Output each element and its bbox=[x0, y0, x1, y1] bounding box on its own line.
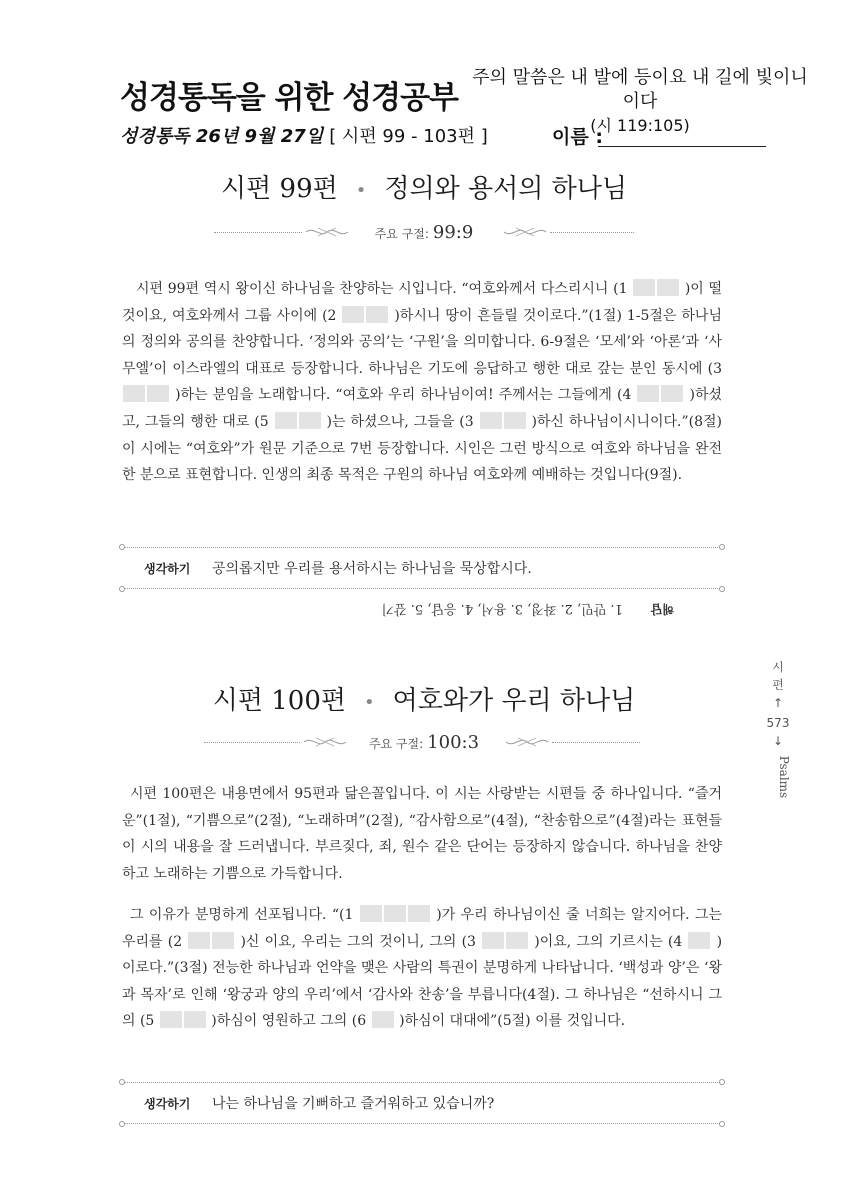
title-separator: • bbox=[364, 691, 375, 713]
section1-paragraph bbox=[122, 276, 722, 489]
answer-blank bbox=[123, 385, 145, 402]
answer-blank bbox=[372, 1011, 394, 1028]
text-run: 시편 99편 역시 왕이신 하나님을 찬양하는 시입니다. “여호와께서 다스리시니 (1 bbox=[136, 281, 628, 297]
answer-text: 1. 만민, 2. 좌정, 3. 용서, 4. 응답, 5. 갚기 bbox=[381, 601, 623, 616]
section2-reflection-box bbox=[122, 1082, 722, 1124]
answer-blank bbox=[366, 306, 388, 323]
key-rule-right bbox=[550, 232, 634, 233]
answer-blank bbox=[212, 932, 234, 949]
arrow-up-icon: ↑ bbox=[772, 696, 784, 710]
answer-blank bbox=[657, 279, 679, 296]
text-run: )신 이요, 우리는 그의 것이니, 그의 (3 bbox=[240, 933, 476, 950]
side-book-ko: 시편 bbox=[772, 660, 784, 692]
section1-key-verse bbox=[0, 220, 848, 244]
text-run: )이 떨 것이요, 여호와께서 그룹 사이에 (2 bbox=[122, 281, 723, 324]
box-corner bbox=[119, 586, 125, 592]
box-corner bbox=[719, 1121, 725, 1127]
box-corner bbox=[719, 544, 725, 550]
name-field-line bbox=[598, 146, 766, 147]
key-verse-text bbox=[0, 222, 848, 243]
answer-blank bbox=[299, 412, 321, 429]
motto-text: 주의 말씀은 내 발에 등이요 내 길에 빛이니이다 bbox=[472, 67, 808, 112]
ornament-icon bbox=[502, 224, 548, 240]
text-run: 그 이유가 분명하게 선포됩니다. “(1 bbox=[130, 907, 354, 923]
text-run: )하시니 땅이 흔들릴 것이로다.”(1절) 1-5절은 하나님의 정의와 공의를 찬양합니다. ‘정의와 공의’는 ‘구원’을 의미합니다. 6-9절은 ‘모세’와 ‘아론’과 ‘사무엘’이 이스라엘의 대표로 등장합니다. 하나님은 기도에 응답하고 행한 대로 갚는 분인 동시에 (3 bbox=[122, 307, 722, 377]
section1-title-sub: 정의와 용서의 하나님 bbox=[384, 174, 627, 204]
side-book-en bbox=[763, 755, 793, 799]
section1-reflection-box bbox=[122, 547, 722, 589]
section2-title-main: 시편 100편 bbox=[212, 686, 347, 716]
text-run: )는 하셨으나, 그들을 (3 bbox=[326, 413, 474, 430]
handwritten-date: 성경통독 26년 9월 27일 bbox=[120, 126, 324, 147]
box-corner bbox=[119, 544, 125, 550]
key-verse-label: 주요 구절: bbox=[368, 737, 424, 751]
text-run: )하심이 영원하고 그의 (6 bbox=[211, 1013, 367, 1030]
text-run: )이요, 그의 기르시는 (4 bbox=[534, 933, 683, 950]
answer-blank bbox=[633, 279, 655, 296]
key-verse-ref: 99:9 bbox=[432, 222, 474, 243]
reflection-text: 공의롭지만 우리를 용서하시는 하나님을 묵상합시다. bbox=[212, 561, 532, 577]
name-label: 이름 : bbox=[552, 126, 603, 148]
section2-title bbox=[0, 680, 848, 717]
section1-title-main: 시편 99편 bbox=[221, 174, 338, 204]
text-run: )하신 하나님이시니이다.”(8절) 이 시에는 “여호와”가 원문 기준으로 7번 등장합니다. 시인은 그런 방식으로 여호와 하나님을 완전한 분으로 표현합니다. 인생의 최종 목적은 구원의 하나님 여호와께 예배하는 것입니다(9절). bbox=[122, 413, 723, 484]
text-run: )이로다.”(3절) 전능한 하나님과 언약을 맺은 사람의 특권이 분명하게 나타납니다. ‘백성과 양’은 ‘왕과 목자’로 인해 ‘왕궁과 양의 우리’에서 ‘감사와 찬송’을 부릅니다(4절). 그 하나님은 “선하시니 그의 (5 bbox=[122, 933, 723, 1030]
ornament-icon bbox=[504, 734, 550, 750]
box-corner bbox=[719, 1079, 725, 1085]
key-verse-text bbox=[0, 732, 848, 753]
page-number: 573 bbox=[766, 716, 790, 730]
book-title: 성경통독을 위한 성경공부 bbox=[120, 80, 458, 116]
side-book-en-text: Psalms bbox=[777, 755, 792, 799]
answer-blank bbox=[275, 412, 297, 429]
answer-blank bbox=[661, 385, 683, 402]
handwritten-motto bbox=[468, 66, 812, 138]
answer-blank bbox=[482, 932, 504, 949]
answer-blank bbox=[688, 932, 710, 949]
answer-blank bbox=[480, 412, 502, 429]
box-corner bbox=[119, 1079, 125, 1085]
answer-blank bbox=[184, 1011, 206, 1028]
answer-blank bbox=[147, 385, 169, 402]
answer-blank bbox=[637, 385, 659, 402]
motto-reference: (시 119:105) bbox=[590, 116, 690, 135]
text-run: )하심이 대대에”(5절) 이를 것입니다. bbox=[399, 1013, 626, 1030]
reading-range: [ 시편 99 - 103편 ] bbox=[329, 126, 488, 147]
section2-key-verse bbox=[0, 730, 848, 754]
upside-down-answer-key bbox=[334, 598, 674, 620]
answer-blank bbox=[360, 905, 382, 922]
box-corner bbox=[719, 586, 725, 592]
text-run: )하는 분임을 노래합니다. “여호와 우리 하나님이여! 주께서는 그들에게 (4 bbox=[175, 387, 632, 404]
date-line bbox=[120, 122, 488, 148]
key-verse-ref: 100:3 bbox=[427, 732, 480, 753]
key-rule-right bbox=[552, 742, 640, 743]
side-book-label bbox=[763, 658, 793, 710]
section2-title-sub: 여호와가 우리 하나님 bbox=[392, 686, 636, 716]
section2-paragraph-2 bbox=[122, 902, 722, 1035]
answer-blank bbox=[384, 905, 406, 922]
text-run: )하셨고, 그들의 행한 대로 (5 bbox=[122, 387, 723, 430]
arrow-down-icon: ↓ bbox=[772, 734, 784, 748]
reflection-text: 나는 하나님을 기뻐하고 즐거워하고 있습니까? bbox=[212, 1096, 495, 1112]
answer-label: 해답 bbox=[650, 602, 674, 616]
box-corner bbox=[119, 1121, 125, 1127]
text-run: )가 우리 하나님이신 줄 너희는 알지어다. 그는 우리를 (2 bbox=[122, 907, 723, 950]
key-verse-label: 주요 구절: bbox=[374, 227, 429, 241]
answer-blank bbox=[188, 932, 210, 949]
answer-blank bbox=[342, 306, 364, 323]
section2-paragraph-1: 시편 100편은 내용면에서 95편과 닮은꼴입니다. 이 시는 사랑받는 시편들 중 하나입니다. “즐거운”(1절), “기쁨으로”(2절), “노래하며”(2절), “감사함으로”(4절), “찬송함으로”(4절)라는 표현들이 시의 내용을 잘 드러냅니다. 부르짖다, 죄, 원수 같은 단어는 등장하지 않습니다. 하나님을 찬양하고 노래하는 기쁨으로 가득합니다. bbox=[122, 786, 722, 882]
answer-blank bbox=[504, 412, 526, 429]
answer-blank bbox=[408, 905, 430, 922]
answer-blank bbox=[160, 1011, 182, 1028]
reflection-label: 생각하기 bbox=[144, 562, 191, 576]
reflection-label: 생각하기 bbox=[144, 1097, 191, 1111]
section1-title bbox=[0, 168, 848, 205]
title-separator: • bbox=[355, 179, 367, 201]
answer-blank bbox=[506, 932, 528, 949]
